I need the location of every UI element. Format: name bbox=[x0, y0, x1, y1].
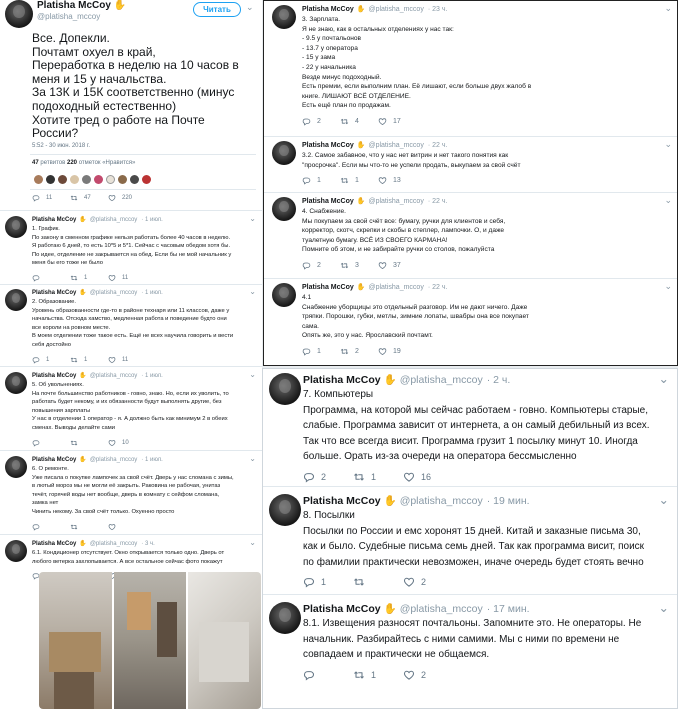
tweet-header bbox=[303, 602, 530, 615]
ok-hand-emoji-icon: ✋ bbox=[356, 6, 366, 13]
avatar[interactable] bbox=[46, 175, 55, 184]
retweet-count: 1 bbox=[84, 356, 88, 363]
chevron-down-icon[interactable]: ⌄ bbox=[249, 287, 256, 296]
chevron-down-icon[interactable]: ⌄ bbox=[664, 3, 672, 13]
tweet-text-line: 2. Образование. bbox=[32, 299, 76, 305]
author-handle[interactable]: @platisha_mccoy bbox=[89, 541, 138, 547]
tweet-text-line: На почте большинство работников - говно, знаю. Но, если их уволить, то bbox=[32, 390, 229, 397]
retweet-icon bbox=[70, 523, 78, 531]
author-handle[interactable]: @platisha_mccoy bbox=[399, 495, 483, 507]
thread-panel-bottom-right bbox=[262, 368, 678, 709]
avatar[interactable] bbox=[272, 5, 296, 29]
avatar[interactable] bbox=[5, 289, 27, 311]
like-count: 17 bbox=[393, 118, 401, 125]
retweet-icon bbox=[340, 176, 349, 185]
avatar[interactable] bbox=[106, 175, 115, 184]
like-count: 16 bbox=[421, 471, 432, 482]
retweet-count: 1 bbox=[355, 177, 359, 185]
tweet-text-line: начальник. Разбирайтесь с ними самими. Мы с ними по времени не bbox=[303, 633, 620, 645]
avatar[interactable] bbox=[5, 540, 27, 562]
reply-count: 1 bbox=[317, 348, 321, 355]
author-name[interactable]: Platisha McCoy bbox=[302, 198, 354, 205]
heart-icon bbox=[108, 274, 116, 282]
tweet-text-line: Переработка в неделю на 10 часов в bbox=[32, 58, 239, 73]
tweet-text-line: Есть ещё план по продажам. bbox=[302, 102, 391, 110]
tweet-text-line: все короли на ровном месте. bbox=[32, 324, 111, 331]
divider bbox=[264, 192, 677, 193]
heart-icon bbox=[108, 523, 116, 531]
avatar[interactable] bbox=[272, 141, 296, 165]
like-count: 37 bbox=[393, 262, 401, 269]
avatar[interactable] bbox=[5, 0, 33, 28]
tweet-header bbox=[32, 216, 163, 223]
like-count: 220 bbox=[122, 195, 133, 201]
author-name[interactable]: Platisha McCoy bbox=[302, 142, 354, 149]
tweet-text-line: туалетную бумагу. ВСЁ ИЗ СВОЕГО КАРМАНА! bbox=[302, 236, 448, 244]
tweet-time[interactable]: · 23 ч. bbox=[427, 6, 448, 13]
tweet-text-line: 3. Зарплата. bbox=[302, 16, 341, 23]
chevron-down-icon[interactable]: ⌄ bbox=[246, 2, 254, 12]
author-name[interactable]: Platisha McCoy bbox=[302, 284, 354, 291]
reply-icon bbox=[32, 274, 40, 282]
retweet-count: 1 bbox=[371, 669, 377, 680]
author-name[interactable]: Platisha McCoy bbox=[32, 457, 77, 463]
retweet-count: 2 bbox=[355, 348, 359, 355]
tweet-text-line: Чинить некому. За свой счёт только. Охуенно просто bbox=[32, 509, 175, 515]
tweet-text-line: По идее, отделение не закрывается на обед. Если бы не мой начальник у bbox=[32, 251, 232, 258]
tweet-text-line: 8. Посылки bbox=[303, 510, 355, 521]
avatar[interactable] bbox=[34, 175, 43, 184]
tweet-time[interactable]: · 19 мин. bbox=[486, 495, 530, 507]
like-button[interactable] bbox=[108, 274, 128, 282]
tweet-text-line: Уровень образованности где-то в районе технаря или 11 классов, даже у bbox=[32, 307, 230, 314]
tweet-time[interactable]: · 22 ч. bbox=[427, 284, 448, 291]
tweet-text-line: корректор, скотч, скрепки и скобы в степлер, лампочки. О, и даже bbox=[302, 227, 505, 235]
tweet-text-line: работать будет некому, и их обязанности будут выполнять другие, без bbox=[32, 399, 222, 406]
reply-icon bbox=[302, 176, 311, 185]
retweet-button[interactable] bbox=[340, 261, 359, 270]
avatar[interactable] bbox=[70, 175, 79, 184]
heart-icon bbox=[403, 471, 415, 483]
like-button[interactable] bbox=[108, 356, 128, 364]
reply-button[interactable] bbox=[302, 261, 321, 270]
like-count: 11 bbox=[122, 356, 129, 363]
tweet-text-line: 4.1 bbox=[302, 294, 312, 301]
ok-hand-emoji-icon: ✋ bbox=[356, 142, 366, 149]
reply-count: 1 bbox=[321, 577, 327, 587]
avatar[interactable] bbox=[82, 175, 91, 184]
retweet-count: 1 bbox=[371, 471, 377, 482]
avatar[interactable] bbox=[94, 175, 103, 184]
like-count: 13 bbox=[393, 177, 401, 185]
divider bbox=[263, 594, 677, 595]
ok-hand-emoji-icon: ✋ bbox=[79, 541, 87, 547]
author-name[interactable]: Platisha McCoy ✋ bbox=[37, 0, 127, 11]
retweet-icon bbox=[353, 471, 365, 483]
reply-icon bbox=[303, 669, 315, 681]
tweet-text-line: В моем отделении тоже такое есть. Ещё не всех научила говорить и вести bbox=[32, 333, 234, 340]
tweet-text-line: Опять же, это у нас. Ярославский почтамт. bbox=[302, 332, 433, 340]
tweet-text-line: повышения зарплаты bbox=[32, 407, 91, 414]
tweet-text-line: Есть премии, если выполним план. Её лишают, если больше двух жалоб в bbox=[302, 83, 532, 91]
tweet-text-line: 5. Об увольнениях. bbox=[32, 382, 84, 388]
tweet-text-line: сама. bbox=[302, 322, 319, 330]
tweet-header bbox=[302, 283, 447, 291]
reply-button[interactable] bbox=[32, 194, 52, 202]
divider bbox=[0, 450, 262, 451]
retweet-button[interactable] bbox=[340, 117, 359, 126]
author-name[interactable]: Platisha McCoy bbox=[32, 290, 77, 296]
tweet-time[interactable]: · 17 мин. bbox=[486, 603, 530, 615]
author-handle[interactable]: @platisha_mccoy bbox=[89, 373, 138, 379]
avatar[interactable] bbox=[5, 456, 27, 478]
avatar[interactable] bbox=[269, 373, 301, 405]
tweet-text-line: 8.1. Извещения разносят почтальоны. Запомните это. Не операторы. Не bbox=[303, 618, 642, 629]
tweet-time[interactable]: · 22 ч. bbox=[427, 198, 448, 205]
author-handle[interactable]: @platisha_mccoy bbox=[399, 603, 483, 615]
divider bbox=[0, 284, 262, 285]
reply-button[interactable] bbox=[302, 176, 321, 185]
tweet-text-line: в лютый мороз мы не могли её закрыть. Раковина не рабочая, унитаз bbox=[32, 483, 221, 490]
reply-button[interactable] bbox=[32, 274, 46, 282]
tweet-text-line: 1. График. bbox=[32, 226, 60, 232]
ok-hand-emoji-icon: ✋ bbox=[383, 374, 397, 386]
avatar[interactable] bbox=[5, 372, 27, 394]
divider bbox=[264, 278, 677, 279]
divider bbox=[0, 366, 262, 367]
like-button[interactable] bbox=[108, 439, 129, 447]
tweet-text-line: Программа, на которой мы сейчас работаем - говно. Компьютеры старые, bbox=[303, 404, 649, 416]
tweet-text-line: - 15 у зама bbox=[302, 54, 336, 62]
like-button[interactable] bbox=[108, 523, 122, 531]
tweet-text-line: 6. О ремонте. bbox=[32, 466, 69, 472]
chevron-down-icon[interactable]: ⌄ bbox=[664, 139, 672, 149]
heart-icon bbox=[378, 347, 387, 356]
retweet-button[interactable] bbox=[340, 176, 359, 185]
ok-hand-emoji-icon: ✋ bbox=[113, 0, 127, 11]
author-name[interactable]: Platisha McCoy bbox=[32, 541, 77, 547]
tweet-text-line: Почтамт охуел в край, bbox=[32, 44, 156, 59]
reply-button[interactable] bbox=[32, 356, 49, 364]
tweet-text-line: тряпки. Порошки, губки, метлы, зимние лопаты, швабры она все покупает bbox=[302, 313, 529, 321]
chevron-down-icon[interactable]: ⌄ bbox=[658, 372, 669, 386]
chevron-down-icon[interactable]: ⌄ bbox=[249, 370, 256, 379]
avatar[interactable] bbox=[269, 494, 301, 526]
reply-icon bbox=[32, 194, 40, 202]
reply-button[interactable] bbox=[303, 669, 321, 681]
tweet-text-line: По закону в сменном графике нельзя работать более 40 часов в неделю. bbox=[32, 234, 231, 241]
tweet-time[interactable]: · 3 ч. bbox=[141, 541, 155, 547]
like-button[interactable] bbox=[378, 347, 401, 356]
reply-button[interactable] bbox=[303, 471, 326, 483]
tweet-text-line: меня бы его тоже не было bbox=[32, 260, 103, 267]
divider bbox=[264, 136, 677, 137]
like-count: 11 bbox=[122, 275, 129, 281]
retweet-button[interactable] bbox=[70, 194, 91, 202]
author-name[interactable]: Platisha McCoy bbox=[32, 373, 77, 379]
chevron-down-icon[interactable]: ⌄ bbox=[249, 538, 256, 547]
avatar[interactable] bbox=[269, 602, 301, 634]
like-button[interactable] bbox=[403, 669, 426, 681]
author-name[interactable]: Platisha McCoy bbox=[303, 495, 381, 507]
retweet-button[interactable] bbox=[340, 347, 359, 356]
tweet-text-line: как и было. Судебные письма семь дней. Так как программа висит, поиск bbox=[303, 541, 645, 552]
author-handle[interactable]: @platisha_mccoy bbox=[37, 12, 101, 21]
chevron-down-icon[interactable]: ⌄ bbox=[658, 493, 669, 507]
tweet-text-line: начальства. Отсюда хамство, медленная работа и поведение будто они bbox=[32, 316, 227, 323]
retweet-icon bbox=[70, 194, 78, 202]
avatar[interactable] bbox=[5, 216, 27, 238]
tweet-time[interactable]: · 1 июл. bbox=[141, 217, 163, 223]
ok-hand-emoji-icon: ✋ bbox=[79, 373, 87, 379]
author-handle[interactable]: @platisha_mccoy bbox=[368, 6, 424, 13]
divider bbox=[263, 486, 677, 487]
tweet-header bbox=[302, 5, 447, 13]
tweet-text-line: За 13К и 15К соответственно (минус bbox=[32, 85, 235, 100]
tweet-text-line: Уже писала о покупке лампочек за свой счёт. Дверь у нас сломана с зимы, bbox=[32, 474, 234, 481]
heart-icon bbox=[108, 439, 116, 447]
follow-button[interactable]: Читать bbox=[193, 2, 241, 17]
tweet-text-line: подоходный естественно) bbox=[32, 99, 177, 113]
tweet-header bbox=[302, 141, 447, 149]
tweet-text-line: - 9.5 у почтальонов bbox=[302, 35, 362, 43]
avatar[interactable] bbox=[272, 283, 296, 307]
heart-icon bbox=[108, 356, 116, 364]
reply-icon bbox=[32, 356, 40, 364]
reply-count: 11 bbox=[46, 195, 53, 201]
like-count: 2 bbox=[421, 669, 427, 680]
tweet-header bbox=[303, 494, 530, 507]
heart-icon bbox=[378, 261, 387, 270]
author-name[interactable]: Platisha McCoy bbox=[303, 374, 381, 386]
tweet-text-line: России? bbox=[32, 126, 79, 141]
reply-icon bbox=[32, 523, 40, 531]
tweet-header bbox=[302, 197, 447, 205]
retweet-icon bbox=[70, 356, 78, 364]
ok-hand-emoji-icon: ✋ bbox=[79, 217, 87, 223]
tweet-text-line: сменах. Выводы делайте сами bbox=[32, 425, 115, 431]
tweet-text-line: любого ветерка захлопывается. А все остальное сейчас фото покажут bbox=[32, 558, 223, 565]
like-count: 19 bbox=[393, 348, 401, 355]
reply-button[interactable] bbox=[32, 523, 46, 531]
ok-hand-emoji-icon: ✋ bbox=[383, 603, 397, 615]
tweet-text-line: Я работаю 6 дней, то есть 10*5 и 5*1. Сейчас с часовым обедом хотя бы. bbox=[32, 243, 231, 250]
heart-icon bbox=[403, 669, 415, 681]
ok-hand-emoji-icon: ✋ bbox=[383, 495, 397, 507]
chevron-down-icon[interactable]: ⌄ bbox=[249, 454, 256, 463]
tweet-text-line: меня и 15 у начальства. bbox=[32, 71, 167, 86]
tweet-text-line: 7. Компьютеры bbox=[303, 389, 374, 400]
like-button[interactable] bbox=[403, 576, 426, 588]
tweet-text-line: совпадаем и практически не общаемся. bbox=[303, 649, 490, 660]
like-button[interactable] bbox=[378, 176, 401, 185]
tweet-header bbox=[303, 373, 510, 386]
retweet-icon bbox=[70, 439, 78, 447]
tweet-text-line: - 22 у начальника bbox=[302, 64, 356, 71]
tweet-text-line: Хотите тред о работе на Почте bbox=[32, 112, 205, 127]
heart-icon bbox=[403, 576, 415, 588]
retweet-count: 47 bbox=[84, 195, 91, 201]
tweet-text-line: Помните об этом, и не забирайте ручки со столов, пожалуйста bbox=[302, 246, 495, 254]
retweet-button[interactable] bbox=[70, 523, 84, 531]
tweet-time[interactable]: · 1 июл. bbox=[141, 373, 163, 379]
retweet-count: 1 bbox=[84, 275, 88, 281]
divider bbox=[0, 534, 262, 535]
retweet-button[interactable] bbox=[70, 439, 84, 447]
tweet-text-line: Мы покупаем за свой счёт все: бумагу, ручки для клиентов и себя, bbox=[302, 217, 506, 225]
reply-count: 1 bbox=[317, 177, 321, 185]
like-count: 2 bbox=[421, 577, 427, 587]
reply-button[interactable] bbox=[302, 117, 321, 126]
retweet-count: 4 bbox=[355, 118, 359, 125]
tweet-text-line: "просрочка". Если мы что-то не успели продать, выкупаем за свой счёт bbox=[302, 161, 521, 169]
timestamp[interactable]: 5:52 - 30 июн. 2018 г. bbox=[32, 143, 90, 149]
ok-hand-emoji-icon: ✋ bbox=[79, 290, 87, 296]
retweet-button[interactable] bbox=[70, 274, 87, 282]
retweet-icon bbox=[70, 274, 78, 282]
avatar[interactable] bbox=[130, 175, 139, 184]
author-name[interactable]: Platisha McCoy bbox=[32, 217, 77, 223]
heart-icon bbox=[378, 176, 387, 185]
author-handle[interactable]: @platisha_mccoy bbox=[368, 198, 424, 205]
like-count: 10 bbox=[122, 439, 129, 446]
heart-icon bbox=[108, 194, 116, 202]
reply-icon bbox=[302, 261, 311, 270]
author-name[interactable]: Platisha McCoy bbox=[302, 6, 354, 13]
reply-button[interactable] bbox=[303, 576, 326, 588]
tweet-time[interactable]: · 22 ч. bbox=[427, 142, 448, 149]
reply-count: 2 bbox=[317, 262, 321, 269]
tweet-text-line: себя достойно bbox=[32, 342, 71, 348]
like-button[interactable] bbox=[378, 261, 401, 270]
ok-hand-emoji-icon: ✋ bbox=[356, 198, 366, 205]
retweet-button[interactable] bbox=[353, 471, 376, 483]
thread-panel-top-right bbox=[263, 0, 678, 366]
author-handle[interactable]: @platisha_mccoy bbox=[399, 374, 483, 386]
like-button[interactable] bbox=[108, 194, 132, 202]
author-handle[interactable]: @platisha_mccoy bbox=[89, 217, 138, 223]
tweet-text-line: Снабжение уборщицы это отдельный разговор. Им не дают ничего. Даже bbox=[302, 303, 528, 311]
avatar[interactable] bbox=[142, 175, 151, 184]
tweet-text-line: 3.2. Самое забавное, что у нас нет витрин и нет такого понятия как bbox=[302, 152, 509, 159]
chevron-down-icon[interactable]: ⌄ bbox=[658, 601, 669, 615]
reply-icon bbox=[303, 576, 315, 588]
tweet-header bbox=[32, 540, 155, 547]
tweet-text-line: - 13.7 у оператора bbox=[302, 44, 358, 52]
tweet-text-line: замка нет bbox=[32, 500, 59, 507]
author-name[interactable]: Platisha McCoy bbox=[303, 603, 381, 615]
retweet-icon bbox=[340, 117, 349, 126]
retweet-icon bbox=[340, 261, 349, 270]
reply-count: 2 bbox=[321, 471, 327, 482]
ok-hand-emoji-icon: ✋ bbox=[79, 457, 87, 463]
tweet-text-line: Я не знаю, как в остальных отделениях у нас так: bbox=[302, 25, 454, 33]
heart-icon bbox=[378, 117, 387, 126]
ok-hand-emoji-icon: ✋ bbox=[356, 284, 366, 291]
retweet-button[interactable] bbox=[353, 669, 376, 681]
tweet-time[interactable]: · 1 июл. bbox=[141, 290, 163, 296]
tweet-text-line: Посылки по России и емс хоронят 15 дней. Китай и заказные письма 30, bbox=[303, 525, 641, 537]
reply-icon bbox=[302, 117, 311, 126]
reply-button[interactable] bbox=[302, 347, 321, 356]
reply-icon bbox=[303, 471, 315, 483]
chevron-down-icon[interactable]: ⌄ bbox=[664, 195, 672, 205]
tweet-text-line: 4. Снабжение. bbox=[302, 208, 347, 215]
tweet-text-line: по фамилии практически невозможен, иначе очередь будет стоять вечно bbox=[303, 556, 644, 568]
retweet-button[interactable] bbox=[70, 356, 87, 364]
tweet-text-line: У нас в отделении 1 оператор - я. А должно быть как минимум 2 в обеих bbox=[32, 416, 228, 423]
photo-grid[interactable] bbox=[39, 572, 261, 709]
tweet-header bbox=[32, 289, 163, 296]
reply-count: 2 bbox=[317, 118, 321, 125]
tweet-header bbox=[32, 372, 163, 379]
retweet-count: 3 bbox=[355, 262, 359, 269]
tweet-text-line: 6.1. Кондиционер отсутствует. Окно открывается только одно. Дверь от bbox=[32, 550, 225, 556]
tweet-text-line: больше. Орать из-за очереди на оператора бессмысленно bbox=[303, 451, 577, 462]
avatar[interactable] bbox=[118, 175, 127, 184]
main-thread-panel bbox=[0, 0, 262, 709]
reply-icon bbox=[32, 439, 40, 447]
tweet-text-line: Так что все всегда висит. Программа грузит 1 посылку минут 10. Иногда bbox=[303, 435, 638, 447]
tweet-text-line: течёт, горячей воды нет вообще, дверь в комнату с сейфом сломана, bbox=[32, 491, 220, 498]
retweet-icon bbox=[353, 576, 365, 588]
author-handle[interactable]: @platisha_mccoy bbox=[89, 290, 138, 296]
retweet-button[interactable] bbox=[353, 576, 371, 588]
tweet-text-line: Везде минус подоходный. bbox=[302, 73, 382, 81]
engagement-stats: 47 ретвитов 220 отметок «Нравится» bbox=[32, 160, 136, 166]
tweet-time[interactable]: · 2 ч. bbox=[486, 374, 511, 386]
tweet-text-line: слабые. Программа зависит от интернета, а он самый дебильный из всех. bbox=[303, 420, 650, 431]
tweet-header bbox=[32, 456, 163, 463]
tweet-text-line: книге. ЛИШАЮТ ВСЁ ОТДЕЛЕНИЕ. bbox=[302, 92, 411, 100]
author-handle[interactable]: @platisha_mccoy bbox=[368, 142, 424, 149]
like-button[interactable] bbox=[403, 471, 431, 483]
avatar[interactable] bbox=[58, 175, 67, 184]
chevron-down-icon[interactable]: ⌄ bbox=[664, 281, 672, 291]
reply-icon bbox=[302, 347, 311, 356]
retweet-icon bbox=[353, 669, 365, 681]
like-button[interactable] bbox=[378, 117, 401, 126]
reply-button[interactable] bbox=[32, 439, 46, 447]
chevron-down-icon[interactable]: ⌄ bbox=[249, 214, 256, 223]
author-handle[interactable]: @platisha_mccoy bbox=[89, 457, 138, 463]
author-handle[interactable]: @platisha_mccoy bbox=[368, 284, 424, 291]
tweet-time[interactable]: · 1 июл. bbox=[141, 457, 163, 463]
tweet-text-line: Все. Допекли. bbox=[32, 31, 110, 45]
reply-count: 1 bbox=[46, 356, 50, 363]
retweet-icon bbox=[340, 347, 349, 356]
avatar[interactable] bbox=[272, 197, 296, 221]
